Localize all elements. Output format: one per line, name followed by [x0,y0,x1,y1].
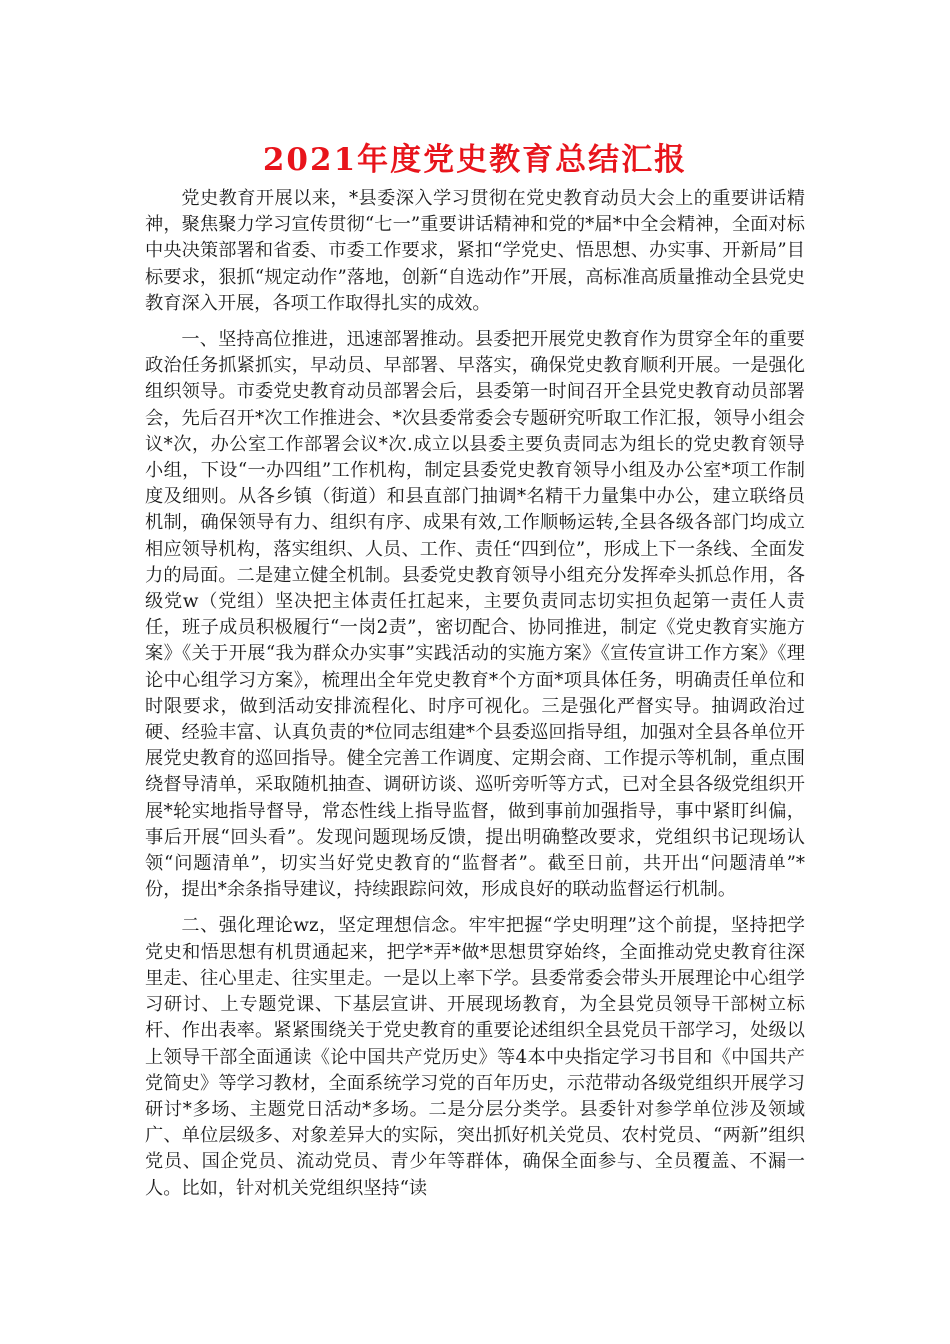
paragraph-section-1: 一、坚持高位推进，迅速部署推动。县委把开展党史教育作为贯穿全年的重要政治任务抓紧抓实，早动员、早部署、早落实，确保党史教育顺利开展。一是强化组织领导。市委党史教育动员部署会后，县委第一时间召开全县党史教育动员部署会，先后召开*次工作推进会、*次县委常委会专题研究听取工作汇报，领导小组会议*次，办公室工作部署会议*次.成立以县委主要负责同志为组长的党史教育领导小组，下设“一办四组”工作机构，制定县委党史教育领导小组及办公室*项工作制度及细则。从各乡镇（街道）和县直部门抽调*名精干力量集中办公，建立联络员机制，确保领导有力、组织有序、成果有效,工作顺畅运转,全县各级各部门均成立相应领导机构，落实组织、人员、工作、责任“四到位”，形成上下一条线、全面发力的局面。二是建立健全机制。县委党史教育领导小组充分发挥牵头抓总作用，各级党w（党组）坚决把主体责任扛起来，主要负责同志切实担负起第一责任人责任，班子成员积极履行“一岗2责”，密切配合、协同推进，制定《党史教育实施方案》《关于开展“我为群众办实事”实践活动的实施方案》《宣传宣讲工作方案》《理论中心组学习方案》，梳理出全年党史教育*个方面*项具体任务，明确责任单位和时限要求，做到活动安排流程化、时序可视化。三是强化严督实导。抽调政治过硬、经验丰富、认真负责的*位同志组建*个县委巡回指导组，加强对全县各单位开展党史教育的巡回指导。健全完善工作调度、定期会商、工作提示等机制，重点围绕督导清单，采取随机抽查、调研访谈、巡听旁听等方式，已对全县各级党组织开展*轮实地指导督导，常态性线上指导监督，做到事前加强指导，事中紧盯纠偏，事后开展“回头看”。发现问题现场反馈，提出明确整改要求，党组织书记现场认领“问题清单”，切实当好党史教育的“监督者”。截至日前，共开出“问题清单”*份，提出*余条指导建议，持续跟踪问效，形成良好的联动监督运行机制。 [145,329,805,901]
paragraph-section-2: 二、强化理论wz，坚定理想信念。牢牢把握“学史明理”这个前提，坚持把学党史和悟思想有机贯通起来，把学*弄*做*思想贯穿始终，全面推动党史教育往深里走、往心里走、往实里走。一是以上率下学。县委常委会带头开展理论中心组学习研讨、上专题党课、下基层宣讲、开展现场教育，为全县党员领导干部树立标杆、作出表率。紧紧围绕关于党史教育的重要论述组织全县党员干部学习，处级以上领导干部全面通读《论中国共产党历史》等4本中央指定学习书目和《中国共产党简史》等学习教材，全面系统学习党的百年历史，示范带动各级党组织开展学习研讨*多场、主题党日活动*多场。二是分层分类学。县委针对参学单位涉及领域广、单位层级多、对象差异大的实际，突出抓好机关党员、农村党员、“两新”组织党员、国企党员、流动党员、青少年等群体，确保全面参与、全员覆盖、不漏一人。比如，针对机关党组织坚持“读 [145,915,805,1199]
paragraph-intro: 党史教育开展以来，*县委深入学习贯彻在党史教育动员大会上的重要讲话精神，聚焦聚力学习宣传贯彻“七一”重要讲话精神和党的*届*中全会精神，全面对标中央决策部署和省委、市委工作要求，紧扣“学党史、悟思想、办实事、开新局”目标要求，狠抓“规定动作”落地，创新“自选动作”开展，高标准高质量推动全县党史教育深入开展，各项工作取得扎实的成效。 [145,188,805,314]
document-title: 2021年度党史教育总结汇报 [262,142,688,178]
document-body [145,186,805,1212]
